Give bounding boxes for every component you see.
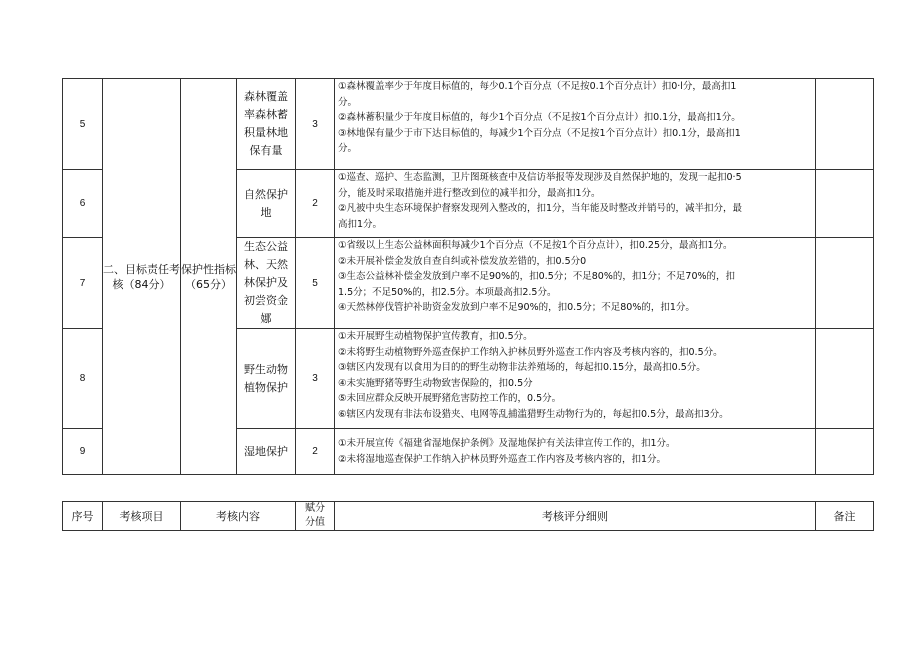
scoring-detail (335, 329, 816, 429)
assessment-content: 生态公益林、天然林保护及初尝资金娜 (237, 238, 296, 329)
detail-line: ②森林蓄积量少于年度目标值的，每少1个百分点（不足按1个百分点计）扣0.1分，最高扣1分。 (338, 112, 741, 124)
note-cell (816, 238, 874, 329)
score-value: 2 (296, 429, 335, 475)
detail-line: ①巡查、巡护、生态监测，卫片图斑核查中及信访举报等发现涉及自然保护地的，发现一起扣0·5 (338, 172, 742, 183)
detail-line: ①森林覆盖率少于年度目标值的，每少0.1个百分点（不足按0.1个百分点计）扣0·l分，最高扣1 (338, 81, 737, 92)
detail-line: ②凡被中央生态环境保护督察发现列入整改的，扣1分，当年能及时整改并销号的，减半扣分，最 (338, 203, 743, 215)
detail-line: 1.5分；不足50%的，扣2.5分。本项最高扣2.5分。 (338, 286, 557, 298)
assessment-category-cell (181, 79, 237, 475)
detail-line: ④未实施野猪等野生动物致害保险的，扣0.5分 (338, 377, 533, 389)
assessment-category: 保护性指标（65分） (181, 262, 236, 291)
note-cell (816, 329, 874, 429)
row-number: 5 (63, 79, 103, 170)
header-table (62, 501, 874, 531)
detail-line: 高扣1分。 (338, 218, 383, 230)
detail-line: ②未将湿地巡查保护工作纳入护林员野外巡查工作内容及考核内容的，扣1分。 (338, 453, 667, 465)
detail-line: ②未将野生动植物野外巡查保护工作纳入护林员野外巡查工作内容及考核内容的，扣0.5分。 (338, 346, 723, 358)
detail-line: ⑥辖区内发现有非法布设猎夹、电网等乱捕滥猎野生动物行为的，每起扣0.5分，最高扣3分。 (338, 408, 729, 420)
detail-line: ④天然林停伐管护补助资金发放到户率不足90%的，扣0.5分；不足80%的，扣1分。 (338, 302, 695, 314)
row-number: 8 (63, 329, 103, 429)
assessment-table (62, 78, 874, 475)
score-value: 3 (296, 329, 335, 429)
scoring-detail (335, 170, 816, 238)
assessment-project: 二、目标责任考核（84分） (103, 262, 180, 291)
assessment-content: 野生动物植物保护 (237, 329, 296, 429)
detail-line: 分，能及时采取措施并进行整改到位的减半扣分，最高扣1分。 (338, 187, 601, 199)
header-row (63, 502, 874, 531)
header-score (296, 502, 335, 531)
header-score-line2: 分值 (305, 517, 325, 528)
scoring-detail (335, 79, 816, 170)
note-cell (816, 170, 874, 238)
score-value: 2 (296, 170, 335, 238)
assessment-content: 森林覆盖率森林蓄积量林地保有量 (237, 79, 296, 170)
row-number: 9 (63, 429, 103, 475)
detail-line: ③生态公益林补偿金发放到户率不足90%的，扣0.5分；不足80%的，扣1分；不足70%的，扣 (338, 271, 736, 283)
assessment-content: 湿地保护 (237, 429, 296, 475)
header-project: 考核项目 (103, 502, 181, 531)
assessment-project-cell (103, 79, 181, 475)
detail-line: ①未开展宣传《福建省湿地保护条例》及湿地保护有关法律宣传工作的，扣1分。 (338, 437, 676, 449)
note-cell (816, 79, 874, 170)
note-cell (816, 429, 874, 475)
table-row (63, 79, 874, 170)
header-score-line1: 赋分 (305, 503, 325, 514)
header-detail: 考核评分细则 (335, 502, 816, 531)
header-no: 序号 (63, 502, 103, 531)
scoring-detail (335, 238, 816, 329)
detail-line: ①省级以上生态公益林面积每减少1个百分点（不足按1个百分点计），扣0.25分，最高扣1分。 (338, 240, 733, 251)
row-number: 7 (63, 238, 103, 329)
score-value: 5 (296, 238, 335, 329)
assessment-content: 自然保护地 (237, 170, 296, 238)
detail-line: ③辖区内发现有以食用为目的的野生动物非法养殖场的，每起扣0.15分，最高扣0.5分。 (338, 362, 706, 374)
detail-line: ②未开展补偿金发放自查自纠或补偿发放差错的，扣0.5分0 (338, 255, 587, 267)
detail-line: ⑤未回应群众反映开展野猪危害防控工作的，0.5分。 (338, 393, 562, 405)
header-note: 备注 (816, 502, 874, 531)
row-number: 6 (63, 170, 103, 238)
header-content: 考核内容 (181, 502, 296, 531)
detail-line: 分。 (338, 143, 358, 155)
detail-line: 分。 (338, 96, 358, 108)
scoring-detail (335, 429, 816, 475)
detail-line: ①未开展野生动植物保护宣传教育，扣0.5分。 (338, 331, 533, 342)
detail-line: ③林地保有量少于市下达目标值的，每减少1个百分点（不足按1个百分点计）扣0.1分，最高扣1 (338, 127, 741, 139)
score-value: 3 (296, 79, 335, 170)
